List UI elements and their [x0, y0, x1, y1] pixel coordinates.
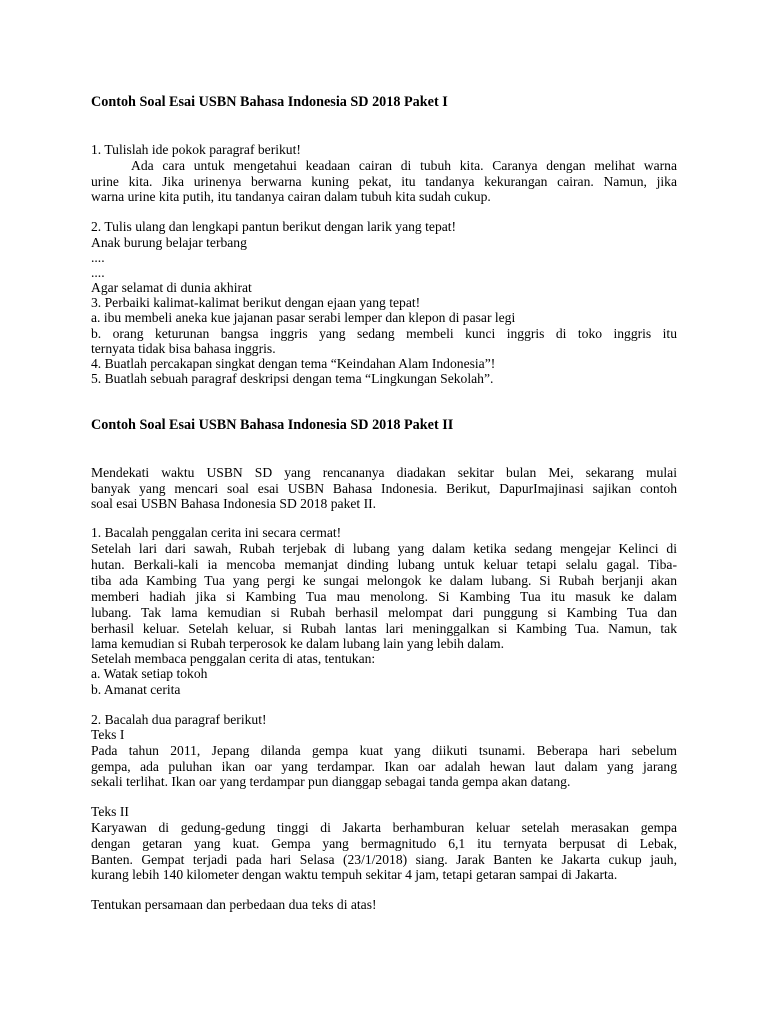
section-title-paket-2: Contoh Soal Esai USBN Bahasa Indonesia SD 2018 Paket II [91, 417, 454, 433]
intro-line: banyak yang mencari soal esai USBN Bahasa Indonesia. Berikut, DapurImajinasi sajikan contoh [91, 481, 677, 496]
teks-1-line: sekali terlihat. Ikan oar yang terdampar pun dianggap sebagai tanda gempa akan datang. [91, 774, 571, 789]
intro-line: soal esai USBN Bahasa Indonesia SD 2018 paket II. [91, 496, 377, 511]
teks-2-label: Teks II [91, 804, 129, 819]
question-1-paragraph-line: urine kita. Jika urinenya berwarna kuning pekat, itu tandanya kekurangan cairan. Namun, jika [91, 174, 677, 189]
question-1-paragraph-line: Ada cara untuk mengetahui keadaan cairan di tubuh kita. Caranya dengan melihat warna [131, 158, 677, 173]
question-3-item-a: a. ibu membeli aneka kue jajanan pasar serabi lemper dan klepon di pasar legi [91, 310, 516, 325]
pantun-line: .... [91, 265, 105, 280]
story-task-item-b: b. Amanat cerita [91, 682, 181, 697]
story-line: hutan. Berkali-kali ia mencoba memanjat dinding lubang untuk keluar tetapi selalu gagal. Tiba- [91, 557, 677, 572]
intro-line: Mendekati waktu USBN SD yang rencananya diadakan sekitar bulan Mei, sekarang mulai [91, 465, 677, 480]
story-line: tiba ada Kambing Tua yang pergi ke sungai melongok ke dalam lubang. Si Rubah berjanji akan [91, 573, 677, 588]
story-line: lubang. Tak lama kemudian si Rubah berhasil melompat dari punggung si Kambing Tua dan [91, 605, 677, 620]
story-line: berhasil keluar. Setelah keluar, si Rubah lantas lari meninggalkan si Kambing Tua. Namun, tak [91, 621, 677, 636]
question-2-prompt: 2. Tulis ulang dan lengkapi pantun berikut dengan larik yang tepat! [91, 219, 457, 234]
paket-2-question-1-prompt: 1. Bacalah penggalan cerita ini secara cermat! [91, 525, 342, 540]
teks-2-line: Banten. Gempat terjadi pada hari Selasa (23/1/2018) siang. Jarak Banten ke Jakarta cukup jauh, [91, 852, 677, 867]
question-1-prompt: 1. Tulislah ide pokok paragraf berikut! [91, 142, 301, 157]
story-line: Setelah lari dari sawah, Rubah terjebak di lubang yang dalam ketika sedang mengejar Kelinci di [91, 541, 677, 556]
teks-1-label: Teks I [91, 727, 125, 742]
question-5 [91, 371, 493, 387]
story-line: lama kemudian si Rubah terperosok ke dalam lubang lain yang lebih dalam. [91, 636, 504, 651]
pantun-line: Agar selamat di dunia akhirat [91, 280, 252, 295]
teks-2-line: kurang lebih 140 kilometer dengan waktu tempuh sekitar 4 jam, tetapi getaran sampai di Jakarta. [91, 867, 618, 882]
story-task: Setelah membaca penggalan cerita di atas, tentukan: [91, 651, 376, 666]
closing-instruction: Tentukan persamaan dan perbedaan dua teks di atas! [91, 897, 377, 912]
question-4-text: 4. Buatlah percakapan singkat dengan tema “Keindahan Alam Indonesia”! [91, 356, 496, 371]
pantun-line: Anak burung belajar terbang [91, 235, 247, 250]
paket-2-question-2-prompt: 2. Bacalah dua paragraf berikut! [91, 712, 267, 727]
question-3-item-b-line: ternyata tidak bisa bahasa inggris. [91, 341, 276, 356]
question-1-paragraph-line: warna urine kita putih, itu tandanya cairan dalam tubuh kita sudah cukup. [91, 189, 491, 204]
story-line: memberi hadiah jika si Kambing Tua mau menolong. Si Kambing Tua itu masuk ke dalam [91, 589, 677, 604]
question-4 [91, 356, 495, 372]
pantun-line: .... [91, 250, 105, 265]
question-3-item-b-line: b. orang keturunan bangsa inggris yang sedang membeli kunci inggris di toko inggris itu [91, 326, 677, 341]
section-title-paket-1: Contoh Soal Esai USBN Bahasa Indonesia SD 2018 Paket I [91, 94, 448, 110]
question-5-text: 5. Buatlah sebuah paragraf deskripsi dengan tema “Lingkungan Sekolah”. [91, 371, 494, 386]
teks-1-line: gempa, ada puluhan ikan oar yang terdampar. Ikan oar adalah hewan laut dalam yang jarang [91, 759, 677, 774]
question-3-prompt: 3. Perbaiki kalimat-kalimat berikut dengan ejaan yang tepat! [91, 295, 421, 310]
story-task-item-a: a. Watak setiap tokoh [91, 666, 208, 681]
teks-1-line: Pada tahun 2011, Jepang dilanda gempa kuat yang diikuti tsunami. Beberapa hari sebelum [91, 743, 677, 758]
teks-2-line: dengan getaran yang kuat. Gempa yang bermagnitudo 6,1 itu ternyata berpusat di Lebak, [91, 836, 677, 851]
teks-2-line: Karyawan di gedung-gedung tinggi di Jakarta berhamburan keluar setelah merasakan gempa [91, 820, 677, 835]
